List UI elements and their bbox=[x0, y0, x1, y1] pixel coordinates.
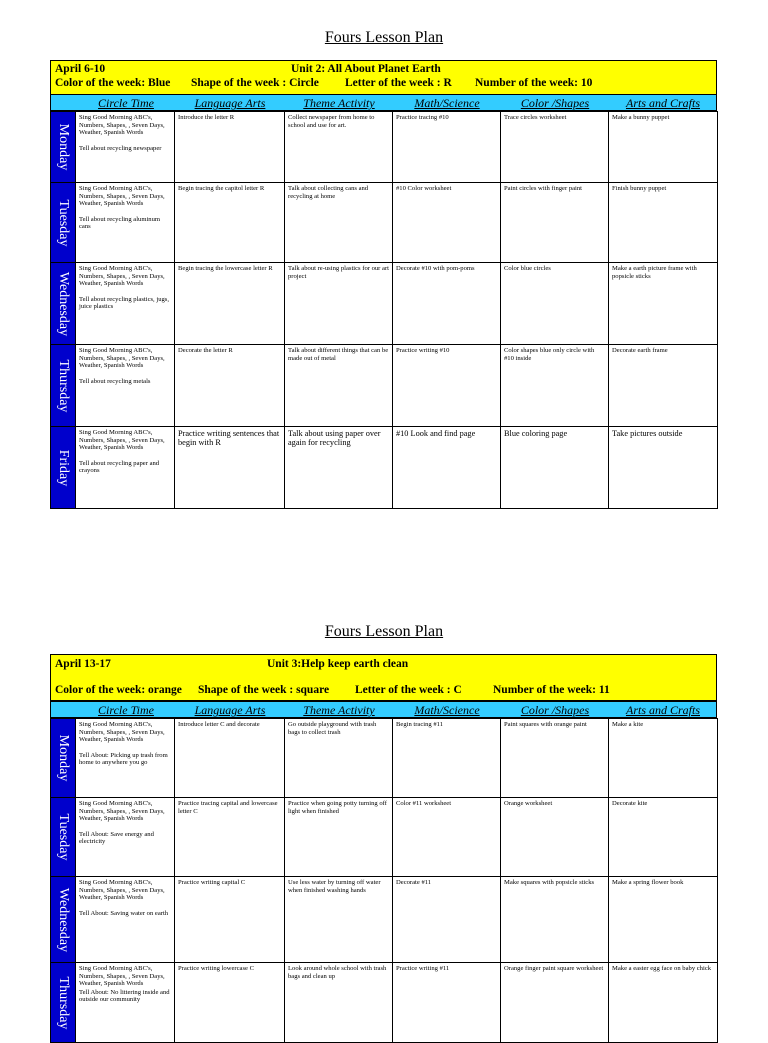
circle-time-text: Sing Good Morning ABC's, Numbers, Shapes, , Seven Days, Weather, Spanish Words bbox=[79, 879, 165, 902]
lesson-plan-title: Fours Lesson Plan bbox=[324, 623, 444, 640]
arts-crafts-cell: Make a bunny puppet bbox=[609, 112, 718, 183]
circle-time-tell: Tell about recycling plastics, jugs, juice plastics bbox=[79, 295, 169, 311]
circle-time-cell bbox=[76, 427, 175, 509]
arts-crafts-cell: Decorate earth frame bbox=[609, 345, 718, 427]
day-name: Tuesday bbox=[55, 813, 71, 861]
column-header: Math/Science bbox=[414, 96, 480, 110]
letter-of-week: Letter of the week : C bbox=[355, 684, 462, 696]
language-arts-cell: Practice writing sentences that begin with R bbox=[175, 427, 285, 509]
day-name: Monday bbox=[55, 734, 71, 782]
day-label-cell bbox=[51, 112, 76, 183]
math-science-cell: Practice writing #11 bbox=[393, 963, 501, 1043]
language-arts-cell: Begin tracing the capitol letter R bbox=[175, 183, 285, 263]
language-arts-cell: Practice writing capital C bbox=[175, 877, 285, 963]
circle-time-text: Sing Good Morning ABC's, Numbers, Shapes, , Seven Days, Weather, Spanish Words bbox=[79, 800, 165, 823]
language-arts-cell: Practice writing lowercase C bbox=[175, 963, 285, 1043]
day-name: Friday bbox=[55, 449, 71, 486]
circle-time-tell: Tell about recycling paper and crayons bbox=[79, 459, 160, 475]
day-name: Thursday bbox=[55, 976, 71, 1029]
color-of-week: Color of the week: Blue bbox=[55, 77, 171, 89]
circle-time-text: Sing Good Morning ABC's, Numbers, Shapes, , Seven Days, Weather, Spanish Words bbox=[79, 265, 165, 288]
column-header: Language Arts bbox=[194, 96, 266, 110]
lesson-grid bbox=[50, 111, 718, 509]
circle-time-text: Sing Good Morning ABC's, Numbers, Shapes, , Seven Days, Weather, Spanish Words bbox=[79, 114, 165, 137]
column-header: Circle Time bbox=[98, 96, 154, 110]
shape-of-week: Shape of the week : Circle bbox=[191, 77, 319, 89]
language-arts-cell: Decorate the letter R bbox=[175, 345, 285, 427]
math-science-cell: Practice writing #10 bbox=[393, 345, 501, 427]
arts-crafts-cell: Finish bunny puppet bbox=[609, 183, 718, 263]
color-shapes-cell: Orange worksheet bbox=[501, 798, 609, 877]
language-arts-cell: Introduce the letter R bbox=[175, 112, 285, 183]
circle-time-cell bbox=[76, 263, 175, 345]
language-arts-cell: Begin tracing the lowercase letter R bbox=[175, 263, 285, 345]
color-shapes-cell: Make squares with popsicle sticks bbox=[501, 877, 609, 963]
table-row bbox=[51, 877, 718, 963]
table-row bbox=[51, 112, 718, 183]
circle-time-tell: Tell About: Saving water on earth bbox=[79, 909, 169, 917]
day-label-cell bbox=[51, 719, 76, 798]
column-header: Math/Science bbox=[414, 703, 480, 717]
math-science-cell: Decorate #10 with pom-poms bbox=[393, 263, 501, 345]
column-header: Arts and Crafts bbox=[625, 96, 700, 110]
arts-crafts-cell: Take pictures outside bbox=[609, 427, 718, 509]
color-shapes-cell: Paint squares with orange paint bbox=[501, 719, 609, 798]
arts-crafts-cell: Make a earth picture frame with popsicle sticks bbox=[609, 263, 718, 345]
theme-activity-cell: Talk about different things that can be made out of metal bbox=[285, 345, 393, 427]
table-row bbox=[51, 427, 718, 509]
circle-time-tell: Tell About: No littering inside and outside our community bbox=[79, 988, 170, 1004]
table-row bbox=[51, 719, 718, 798]
circle-time-tell: Tell About: Save energy and electricity bbox=[79, 830, 154, 846]
column-header: Color /Shapes bbox=[520, 703, 590, 717]
circle-time-text: Sing Good Morning ABC's, Numbers, Shapes, , Seven Days, Weather, Spanish Words bbox=[79, 721, 165, 744]
week-date: April 6-10 bbox=[55, 63, 106, 75]
color-shapes-cell: Trace circles worksheet bbox=[501, 112, 609, 183]
column-header: Theme Activity bbox=[303, 96, 375, 110]
week-info-header bbox=[50, 654, 717, 701]
math-science-cell: Begin tracing #11 bbox=[393, 719, 501, 798]
circle-time-tell: Tell About: Picking up trash from home to anywhere you go bbox=[79, 751, 168, 767]
arts-crafts-cell: Make a easter egg face on baby chick bbox=[609, 963, 718, 1043]
shape-of-week: Shape of the week : square bbox=[198, 684, 330, 696]
circle-time-cell bbox=[76, 112, 175, 183]
arts-crafts-cell: Decorate kite bbox=[609, 798, 718, 877]
letter-of-week: Letter of the week : R bbox=[345, 77, 452, 89]
color-of-week: Color of the week: orange bbox=[55, 684, 182, 696]
day-name: Wednesday bbox=[55, 271, 71, 336]
language-arts-cell: Practice tracing capital and lowercase letter C bbox=[175, 798, 285, 877]
day-label-cell bbox=[51, 345, 76, 427]
theme-activity-cell: Use less water by turning off water when finished washing hands bbox=[285, 877, 393, 963]
circle-time-text: Sing Good Morning ABC's, Numbers, Shapes, , Seven Days, Weather, Spanish Words bbox=[79, 965, 165, 988]
theme-activity-cell: Look around whole school with trash bags and clean up bbox=[285, 963, 393, 1043]
color-shapes-cell: Paint circles with finger paint bbox=[501, 183, 609, 263]
math-science-cell: Color #11 worksheet bbox=[393, 798, 501, 877]
lesson-plan-title: Fours Lesson Plan bbox=[324, 29, 444, 46]
circle-time-tell: Tell about recycling metals bbox=[79, 377, 151, 385]
day-label-cell bbox=[51, 183, 76, 263]
circle-time-text: Sing Good Morning ABC's, Numbers, Shapes, , Seven Days, Weather, Spanish Words bbox=[79, 185, 165, 208]
day-label-cell bbox=[51, 877, 76, 963]
theme-activity-cell: Talk about using paper over again for recycling bbox=[285, 427, 393, 509]
circle-time-cell bbox=[76, 798, 175, 877]
table-row bbox=[51, 345, 718, 427]
column-header: Color /Shapes bbox=[520, 96, 590, 110]
circle-time-cell bbox=[76, 345, 175, 427]
theme-activity-cell: Collect newspaper from home to school and use for art. bbox=[285, 112, 393, 183]
math-science-cell: Decorate #11 bbox=[393, 877, 501, 963]
circle-time-tell: Tell about recycling newspaper bbox=[79, 144, 162, 152]
table-row bbox=[51, 263, 718, 345]
table-row bbox=[51, 798, 718, 877]
theme-activity-cell: Practice when going potty turning off light when finished bbox=[285, 798, 393, 877]
theme-activity-cell: Talk about collecting cans and recycling at home bbox=[285, 183, 393, 263]
circle-time-cell bbox=[76, 719, 175, 798]
column-header: Theme Activity bbox=[303, 703, 375, 717]
number-of-week: Number of the week: 11 bbox=[493, 684, 610, 696]
column-header: Arts and Crafts bbox=[625, 703, 700, 717]
day-name: Tuesday bbox=[55, 199, 71, 246]
day-label-cell bbox=[51, 963, 76, 1043]
week-info-header bbox=[50, 60, 717, 95]
math-science-cell: #10 Color worksheet bbox=[393, 183, 501, 263]
number-of-week: Number of the week: 10 bbox=[475, 77, 593, 89]
math-science-cell: #10 Look and find page bbox=[393, 427, 501, 509]
theme-activity-cell: Go outside playground with trash bags to collect trash bbox=[285, 719, 393, 798]
day-label-cell bbox=[51, 427, 76, 509]
circle-time-cell bbox=[76, 963, 175, 1043]
table-row bbox=[51, 963, 718, 1043]
circle-time-cell bbox=[76, 877, 175, 963]
day-name: Wednesday bbox=[55, 887, 71, 952]
color-shapes-cell: Color blue circles bbox=[501, 263, 609, 345]
arts-crafts-cell: Make a kite bbox=[609, 719, 718, 798]
day-name: Thursday bbox=[55, 359, 71, 412]
circle-time-text: Sing Good Morning ABC's, Numbers, Shapes, , Seven Days, Weather, Spanish Words bbox=[79, 429, 165, 452]
language-arts-cell: Introduce letter C and decorate bbox=[175, 719, 285, 798]
day-name: Monday bbox=[55, 123, 71, 171]
week-date: April 13-17 bbox=[55, 658, 111, 670]
math-science-cell: Practice tracing #10 bbox=[393, 112, 501, 183]
unit-title: Unit 2: All About Planet Earth bbox=[291, 63, 441, 75]
column-headers bbox=[50, 94, 717, 111]
column-header: Language Arts bbox=[194, 703, 266, 717]
color-shapes-cell: Orange finger paint square worksheet bbox=[501, 963, 609, 1043]
table-row bbox=[51, 183, 718, 263]
arts-crafts-cell: Make a spring flower book bbox=[609, 877, 718, 963]
day-label-cell bbox=[51, 263, 76, 345]
day-label-cell bbox=[51, 798, 76, 877]
color-shapes-cell: Color shapes blue only circle with #10 inside bbox=[501, 345, 609, 427]
column-header: Circle Time bbox=[98, 703, 154, 717]
circle-time-cell bbox=[76, 183, 175, 263]
column-headers bbox=[50, 701, 717, 718]
unit-title: Unit 3:Help keep earth clean bbox=[267, 658, 409, 670]
theme-activity-cell: Talk about re-using plastics for our art project bbox=[285, 263, 393, 345]
color-shapes-cell: Blue coloring page bbox=[501, 427, 609, 509]
lesson-grid bbox=[50, 718, 718, 1043]
circle-time-tell: Tell about recycling aluminum cans bbox=[79, 215, 161, 231]
circle-time-text: Sing Good Morning ABC's, Numbers, Shapes, , Seven Days, Weather, Spanish Words bbox=[79, 347, 165, 370]
